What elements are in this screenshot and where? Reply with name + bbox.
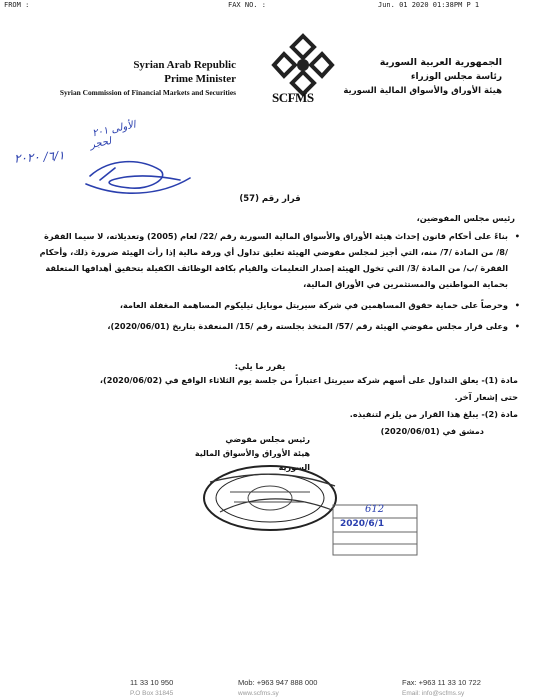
footer-phone: 11 33 10 950 [130,678,174,687]
bullet-icon: • [514,321,520,331]
office-name-ar: رئاسة مجلس الوزراء [410,72,502,82]
handwritten-note-2: لحجر [89,135,113,152]
letterhead-footer [0,672,540,700]
fax-header [0,0,540,12]
english-letterhead [46,58,236,100]
footer-email: Email: info@scfms.sy [402,690,465,697]
office-name-en: Prime Minister [164,73,236,85]
article-1-continued: حتى إشعار آخر. [454,392,518,402]
decision-title: قرار رقم (57) [239,194,301,204]
recital-text: بناءً على أحكام قانون إحداث هيئة الأوراق والأسواق المالية السورية رقم /22/ لعام (2005) وتعديلاته، لا سيما الفقرة /8/ من المادة /7/ منه، التي أجيز لمجلس مفوضي الهيئة تعليق تداول أي ورقة مالية إذا رأت الهيئة ضرورة ذلك، وأحكام الفقرة /ب/ من المادة /3/ التي تخول الهيئة إصدار التعليمات والقيام بكافة الوظائف الكفيلة بتحقيق أهدافها المتعلقة بحماية المواطنين والمستثمرين في الأوراق المالية، [39,231,508,289]
fax-from: FROM : [4,1,30,9]
commission-name-ar: هيئة الأوراق والأسواق المالية السورية [343,86,502,96]
official-seal-icon [200,462,340,534]
articles [40,372,518,440]
footer-pobox: P.O Box 31845 [130,690,174,697]
fax-datetime: Jun. 01 2020 01:38PM P 1 [378,1,480,9]
handwritten-signature-icon [40,118,230,208]
article-1: مادة (1)- يعلق التداول على أسهم شركة سيريتل اعتباراً من جلسة يوم الثلاثاء الواقع في (2020/06/02)، [99,375,518,385]
logo-text: SCFMS [272,90,314,105]
recital-text: وعلى قرار مجلس مفوضي الهيئة رقم /57/ المتخذ بجلسته رقم /15/ المنعقدة بتاريخ (2020/06/01)، [107,321,508,331]
arabic-letterhead [330,56,502,98]
stamp-date: 2020/6/1 [340,519,385,529]
addressee: رئيس مجلس المفوضين، [416,213,515,223]
handwritten-note-1: الأولى ٢٠١ [91,119,137,140]
recitals [30,228,520,339]
footer-fax: Fax: +963 11 33 10 722 [402,678,481,687]
fax-number: FAX NO. : [228,1,266,9]
commission-name-en: Syrian Commission of Financial Markets and Securities [59,88,236,97]
country-name-ar: الجمهورية العربية السورية [379,57,502,68]
recital-item [30,318,520,334]
handwritten-date: ٦/١/ ٢٠٢٠ [13,148,66,166]
bullet-icon: • [514,300,520,310]
recital-item [30,297,520,313]
recital-item [30,228,520,292]
bullet-icon: • [514,231,520,241]
country-name-en: Syrian Arab Republic [133,59,236,71]
place-date: دمشق في (2020/06/01) [380,426,484,436]
decides-heading: يقرر ما يلي: [234,361,286,371]
footer-website: www.scfms.sy [238,690,279,697]
stamp-number: 612 [365,504,385,515]
signatory-org: هيئة الأوراق والأسواق المالية السورية [194,449,310,472]
signatory-title: رئيس مجلس مفوضي [225,435,310,444]
footer-mobile: Mob: +963 947 888 000 [238,678,318,687]
recital-text: وحرصاً على حماية حقوق المساهمين في شركة سيريتل موبايل تيليكوم المساهمة المغفلة العامة، [119,300,508,310]
article-2: مادة (2)- يبلغ هذا القرار من يلزم لتنفيذه. [349,409,518,419]
